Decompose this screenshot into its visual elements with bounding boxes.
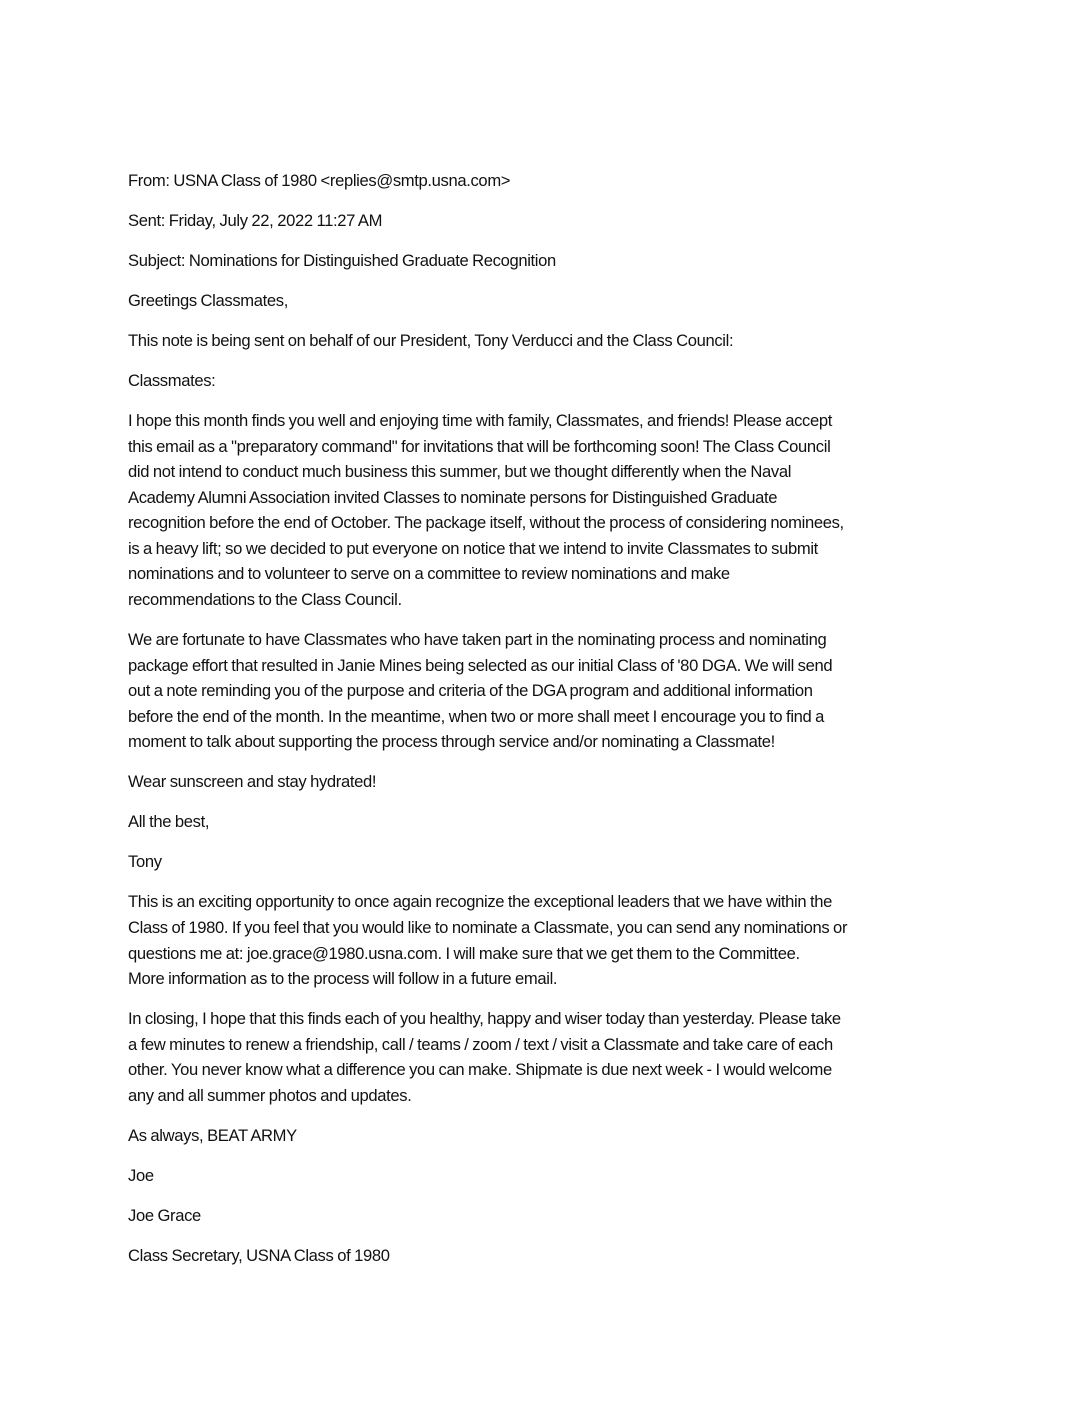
salutation: Classmates:	[128, 370, 216, 390]
text-line: is a heavy lift; so we decided to put everyone on notice that we intend to invite Classmates to submit	[128, 538, 818, 558]
paragraph-nominating-process	[128, 627, 960, 755]
text-line: recommendations to the Class Council.	[128, 590, 402, 610]
text-line: out a note reminding you of the purpose and criteria of the DGA program and additional information	[128, 681, 813, 701]
text-line: Academy Alumni Association invited Classes to nominate persons for Distinguished Graduate	[128, 487, 778, 507]
closing-tony: All the best,	[128, 812, 210, 832]
text-line: a few minutes to renew a friendship, call / teams / zoom / text / visit a Classmate and take care of each	[128, 1034, 833, 1054]
text-line: I hope this month finds you well and enjoying time with family, Classmates, and friends! Please accept	[128, 410, 833, 430]
signature-title: Class Secretary, USNA Class of 1980	[128, 1245, 390, 1265]
text-line: package effort that resulted in Janie Mines being selected as our initial Class of '80 DGA. We will send	[128, 655, 833, 675]
paragraph-in-closing	[128, 1006, 960, 1108]
intro-line: This note is being sent on behalf of our President, Tony Verducci and the Class Council:	[128, 330, 734, 350]
text-line: did not intend to conduct much business this summer, but we thought differently when the Naval	[128, 462, 792, 482]
text-line: any and all summer photos and updates.	[128, 1085, 412, 1105]
signature-joe: Joe	[128, 1165, 154, 1185]
text-line: In closing, I hope that this finds each of you healthy, happy and wiser today than yesterday. Please take	[128, 1009, 841, 1029]
text-line: other. You never know what a difference you can make. Shipmate is due next week - I would welcome	[128, 1060, 832, 1080]
text-line: nominations and to volunteer to serve on a committee to review nominations and make	[128, 564, 730, 584]
greeting: Greetings Classmates,	[128, 290, 288, 310]
email-document	[128, 168, 960, 1283]
paragraph-exciting-opportunity	[128, 889, 960, 991]
text-line: before the end of the month. In the meantime, when two or more shall meet I encourage you to find a	[128, 706, 825, 726]
signature-full-name: Joe Grace	[128, 1205, 201, 1225]
subject-line: Subject: Nominations for Distinguished Graduate Recognition	[128, 250, 556, 270]
sunscreen-line: Wear sunscreen and stay hydrated!	[128, 772, 377, 792]
text-line: Class of 1980. If you feel that you would like to nominate a Classmate, you can send any nominations or	[128, 917, 848, 937]
text-line: this email as a "preparatory command" for invitations that will be forthcoming soon! The Class Council	[128, 436, 831, 456]
paragraph-preparatory-command	[128, 408, 960, 613]
sent-line: Sent: Friday, July 22, 2022 11:27 AM	[128, 210, 383, 230]
text-line: More information as to the process will follow in a future email.	[128, 969, 558, 989]
text-line: This is an exciting opportunity to once again recognize the exceptional leaders that we have within the	[128, 892, 833, 912]
from-line: From: USNA Class of 1980 <replies@smtp.usna.com>	[128, 171, 511, 190]
signature-tony: Tony	[128, 852, 162, 872]
text-line: We are fortunate to have Classmates who have taken part in the nominating process and nominating	[128, 630, 827, 650]
closing-beat-army: As always, BEAT ARMY	[128, 1125, 297, 1145]
text-line: questions me at: joe.grace@1980.usna.com. I will make sure that we get them to the Committee.	[128, 943, 800, 963]
text-line: recognition before the end of October. The package itself, without the process of considering nominees,	[128, 513, 844, 533]
text-line: moment to talk about supporting the process through service and/or nominating a Classmate!	[128, 732, 775, 752]
